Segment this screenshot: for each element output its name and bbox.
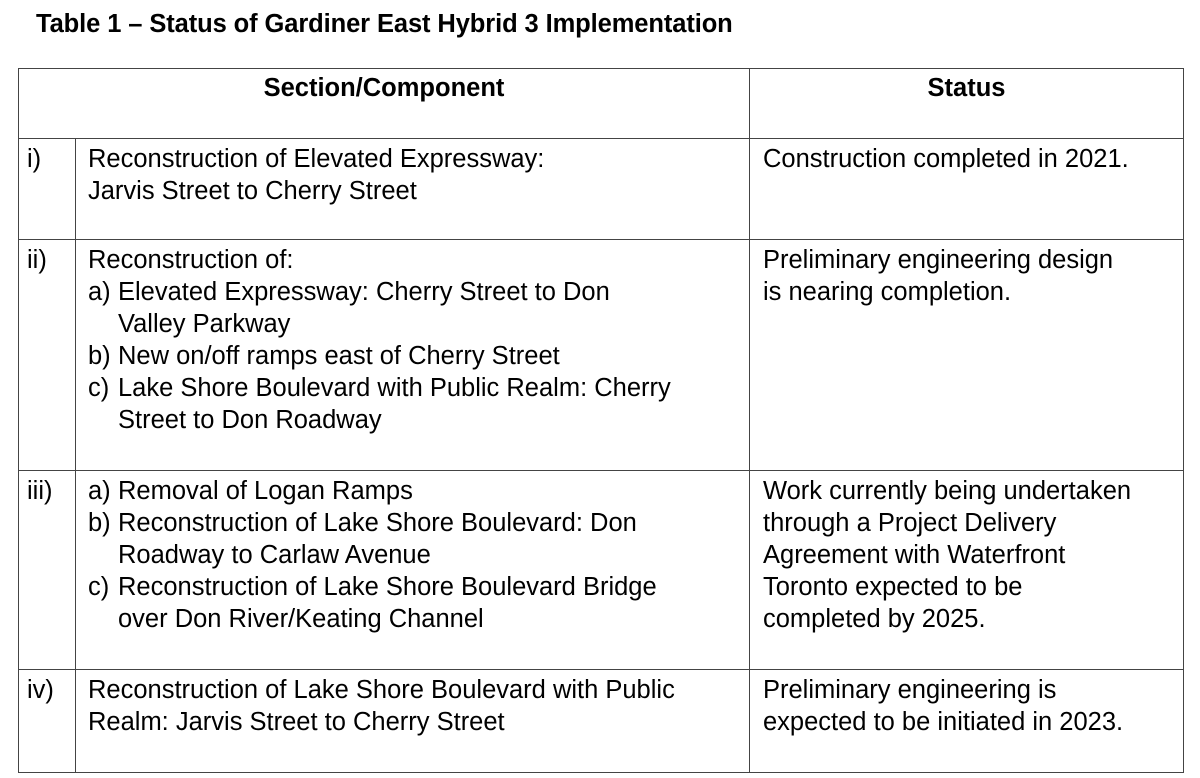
- status-table: [18, 68, 1184, 773]
- status-text: Construction completed in 2021.: [763, 145, 1129, 173]
- item-label: a): [88, 477, 111, 505]
- component-text: Reconstruction of Elevated Expressway:: [88, 145, 545, 173]
- table-row: [19, 139, 1184, 240]
- table-row: [19, 240, 1184, 471]
- row-number: iv): [19, 670, 76, 773]
- status-cell: [750, 670, 1184, 773]
- item-text: over Don River/Keating Channel: [118, 605, 484, 633]
- item-label: c): [88, 573, 110, 601]
- component-cell: [76, 670, 750, 773]
- status-text: is nearing completion.: [763, 278, 1012, 306]
- item-label: c): [88, 374, 110, 402]
- header-component: Section/Component: [19, 69, 750, 139]
- status-text: through a Project Delivery: [763, 509, 1057, 537]
- component-text: Jarvis Street to Cherry Street: [88, 177, 417, 205]
- table-title: Table 1 – Status of Gardiner East Hybrid 3 Implementation: [36, 10, 733, 38]
- list-item: [88, 475, 743, 507]
- item-text: Reconstruction of Lake Shore Boulevard: Don: [118, 509, 637, 537]
- list-item: [88, 571, 743, 635]
- component-cell: [76, 471, 750, 670]
- component-text: Realm: Jarvis Street to Cherry Street: [88, 708, 505, 736]
- list-item: [88, 507, 743, 571]
- item-text: Valley Parkway: [118, 310, 291, 338]
- header-row: [19, 69, 1184, 139]
- status-text: Preliminary engineering design: [763, 246, 1114, 274]
- list-item: [88, 276, 743, 340]
- status-cell: [750, 139, 1184, 240]
- status-text: Toronto expected to be: [763, 573, 1023, 601]
- component-cell: [76, 240, 750, 471]
- header-status: Status: [750, 69, 1184, 139]
- item-text: Street to Don Roadway: [118, 406, 382, 434]
- status-text: Preliminary engineering is: [763, 676, 1057, 704]
- item-text: Reconstruction of Lake Shore Boulevard Bridge: [118, 573, 657, 601]
- item-text: Removal of Logan Ramps: [118, 477, 413, 505]
- row-number: i): [19, 139, 76, 240]
- item-text: Lake Shore Boulevard with Public Realm: Cherry: [118, 374, 671, 402]
- status-cell: [750, 471, 1184, 670]
- component-text: Reconstruction of Lake Shore Boulevard with Public: [88, 676, 675, 704]
- item-label: a): [88, 278, 111, 306]
- item-label: b): [88, 342, 111, 370]
- list-item: [88, 340, 743, 372]
- status-text: Work currently being undertaken: [763, 477, 1132, 505]
- list-item: [88, 372, 743, 436]
- status-text: Agreement with Waterfront: [763, 541, 1066, 569]
- status-text: expected to be initiated in 2023.: [763, 708, 1124, 736]
- component-cell: [76, 139, 750, 240]
- item-text: New on/off ramps east of Cherry Street: [118, 342, 560, 370]
- table-row: [19, 471, 1184, 670]
- table-row: [19, 670, 1184, 773]
- item-text: Elevated Expressway: Cherry Street to Don: [118, 278, 610, 306]
- item-label: b): [88, 509, 111, 537]
- row-number: ii): [19, 240, 76, 471]
- component-intro: Reconstruction of:: [88, 246, 294, 274]
- status-text: completed by 2025.: [763, 605, 986, 633]
- status-cell: [750, 240, 1184, 471]
- item-text: Roadway to Carlaw Avenue: [118, 541, 431, 569]
- row-number: iii): [19, 471, 76, 670]
